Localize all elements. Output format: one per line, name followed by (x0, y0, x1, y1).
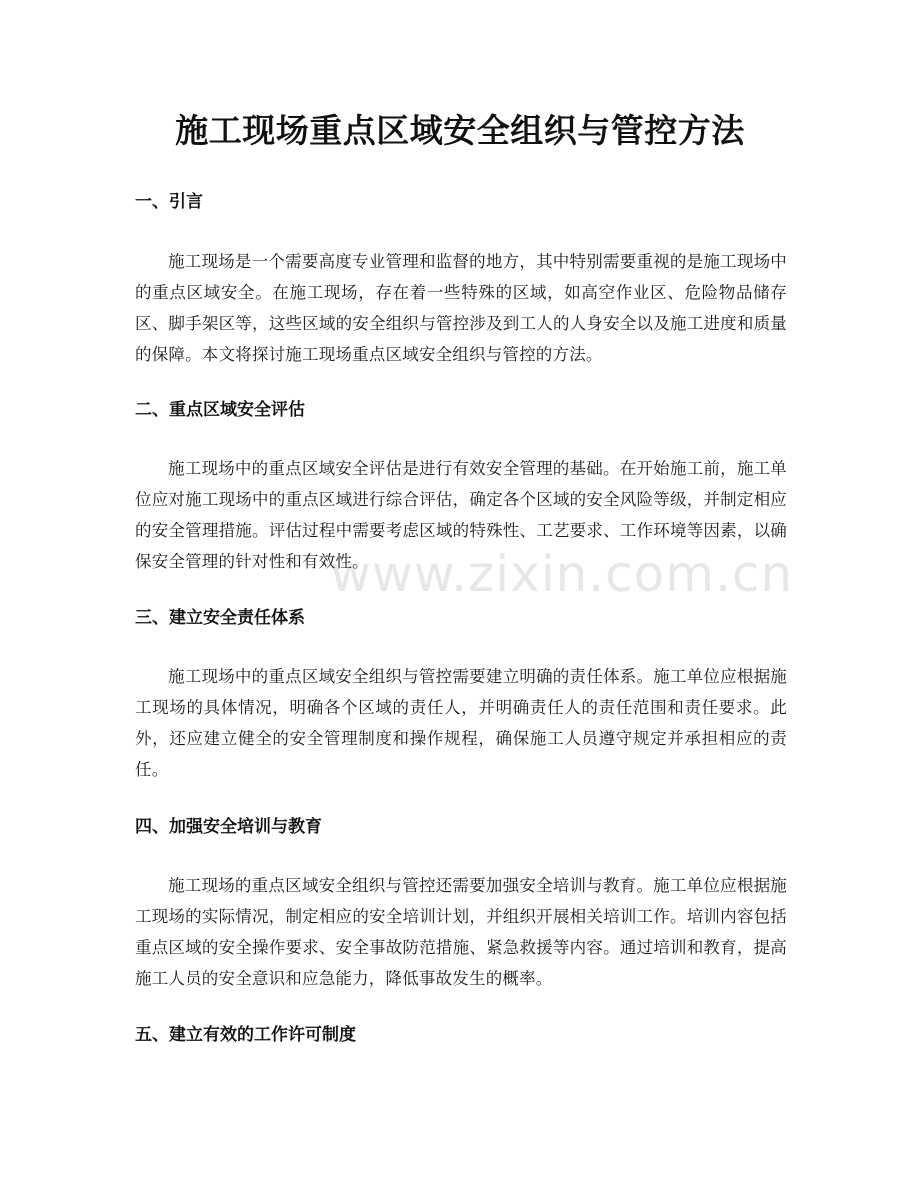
section-work-permit-system (135, 1021, 787, 1049)
section-heading: 二、重点区域安全评估 (135, 400, 305, 420)
document-title: 施工现场重点区域安全组织与管控方法 (175, 111, 745, 150)
section-introduction (135, 188, 787, 370)
section-key-area-assessment (135, 396, 787, 577)
section-heading: 四、加强安全培训与教育 (135, 817, 322, 837)
section-paragraph: 施工现场的重点区域安全组织与管控还需要加强安全培训与教育。施工单位应根据施工现场的实际情况，制定相应的安全培训计划，并组织开展相关培训工作。培训内容包括重点区域的安全操作要求、安全事故防范措施、紧急救援等内容。通过培训和教育，提高施工人员的安全意识和应急能力，降低事故发生的概率。 (135, 876, 787, 988)
section-paragraph: 施工现场中的重点区域安全评估是进行有效安全管理的基础。在开始施工前，施工单位应对施工现场中的重点区域进行综合评估，确定各个区域的安全风险等级，并制定相应的安全管理措施。评估过程中需要考虑区域的特殊性、工艺要求、工作环境等因素，以确保安全管理的针对性和有效性。 (135, 459, 787, 571)
watermark: www.zixin.com.cn (330, 545, 794, 603)
section-paragraph: 施工现场是一个需要高度专业管理和监督的地方，其中特别需要重视的是施工现场中的重点区域安全。在施工现场，存在着一些特殊的区域，如高空作业区、危险物品储存区、脚手架区等，这些区域的安全组织与管控涉及到工人的人身安全以及施工进度和质量的保障。本文将探讨施工现场重点区域安全组织与管控的方法。 (135, 252, 787, 364)
section-heading: 三、建立安全责任体系 (135, 608, 305, 628)
section-responsibility-system (135, 604, 787, 785)
section-paragraph: 施工现场中的重点区域安全组织与管控需要建立明确的责任体系。施工单位应根据施工现场的具体情况，明确各个区域的责任人，并明确责任人的责任范围和责任要求。此外，还应建立健全的安全管理制度和操作规程，确保施工人员遵守规定并承担相应的责任。 (135, 667, 787, 779)
section-safety-training (135, 813, 787, 994)
section-heading: 一、引言 (135, 192, 203, 212)
section-heading: 五、建立有效的工作许可制度 (135, 1025, 356, 1045)
